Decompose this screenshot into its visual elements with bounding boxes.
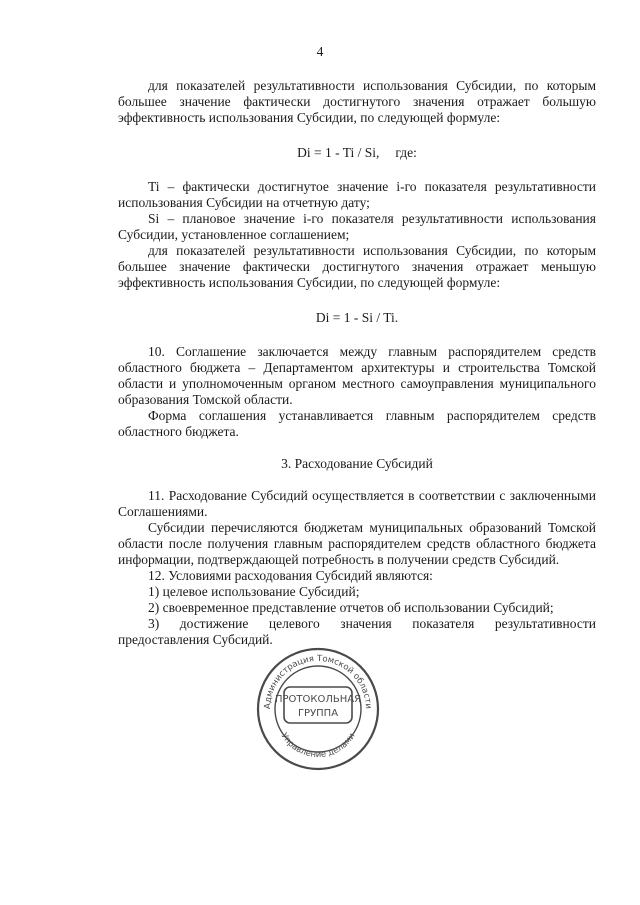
formula-inverse [118,310,596,326]
paragraph-12: 12. Условиями расходования Субсидий являются: [148,568,433,583]
formula-where: где: [395,145,417,160]
paragraph-si-definition: Si – плановое значение i-го показателя результативности использования Субсидии, установленное соглашением; [118,211,596,242]
page-number: 4 [316,44,324,59]
paragraph-ti-definition: Ti – фактически достигнутое значение i-го показателя результативности использования Субсидии на отчетную дату; [118,179,596,210]
document-body [118,78,596,648]
paragraph-agreement-form: Форма соглашения устанавливается главным распорядителем средств областного бюджета. [118,408,596,439]
stamp-outer-text: Администрация Томской области [262,653,374,710]
paragraph-11: 11. Расходование Субсидий осуществляется в соответствии с заключенными Соглашениями. [118,488,596,519]
paragraph-10: 10. Соглашение заключается между главным распорядителем средств областного бюджета – Департаментом архитектуры и строительства Томской области и уполномоченным органом местного самоуправления муниципального образования Томской области. [118,344,596,407]
stamp-bottom-text: Управление делами [278,731,358,761]
section-heading: 3. Расходование Субсидий [281,456,433,471]
formula-expression: Di = 1 - Si / Ti. [315,310,399,325]
protocol-group-stamp [254,645,382,773]
paragraph-transfer: Субсидии перечисляются бюджетам муниципальных образований Томской области после получения главным распорядителем средств областного бюджета информации, подтверждающей потребность в получении средств Субсидий. [118,520,596,567]
svg-text:Управление делами [279,731,358,760]
formula-direct [118,145,596,161]
paragraph-criteria-inverse: для показателей результативности использования Субсидии, по которым большее значение фактически достигнутого значения отражает меньшую эффективность использования Субсидии, по следующей формуле: [118,243,596,290]
condition-item-3: 3) достижение целевого значения показателя результативности предоставления Субсидий. [118,616,596,647]
condition-item-2: 2) своевременное представление отчетов об использовании Субсидий; [148,600,554,615]
paragraph-criteria-intro: для показателей результативности использования Субсидии, по которым большее значение фактически достигнутого значения отражает большую эффективность использования Субсидии, по следующей формуле: [118,78,596,125]
stamp-center-line-2: ГРУППА [297,708,339,719]
stamp-center-line-1: ПРОТОКОЛЬНАЯ [274,694,362,705]
condition-item-1: 1) целевое использование Субсидий; [148,584,360,599]
formula-expression: Di = 1 - Ti / Si, [297,145,380,160]
